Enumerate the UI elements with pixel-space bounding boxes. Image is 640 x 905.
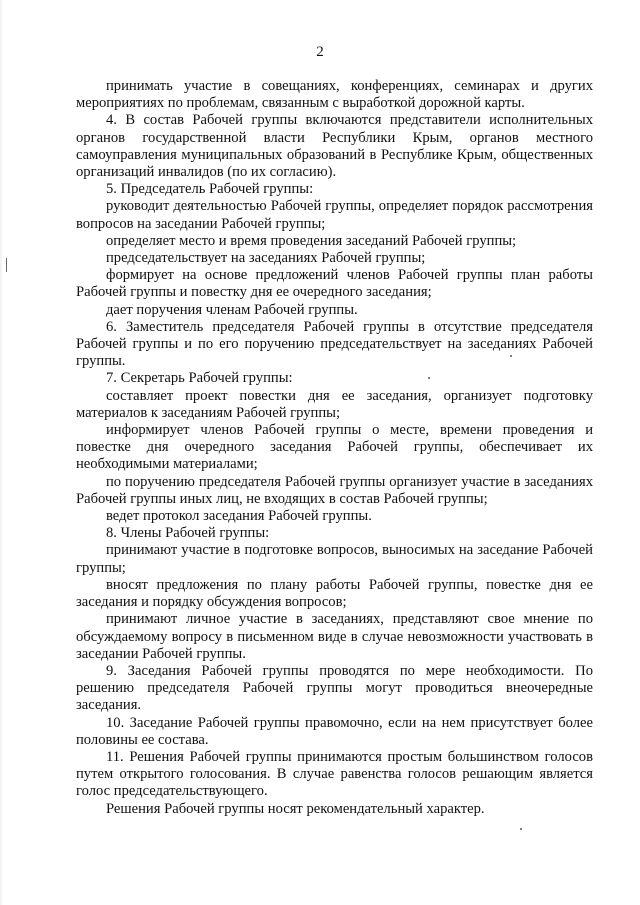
paragraph: определяет место и время проведения заседаний Рабочей группы; [106,232,517,249]
paragraph: дает поручения членам Рабочей группы. [106,301,358,318]
paragraph: формирует на основе предложений членов Рабочей группы план работы Рабочей группы и повестку дня ее очередного заседания; [76,267,593,301]
paragraph: вносят предложения по плану работы Рабочей группы, повестке дня ее заседания и порядку обсуждения вопросов; [76,576,593,611]
document-body [76,78,593,818]
paragraph-item-11: 11. Решения Рабочей группы принимаются простым большинством голосов путем открытого голосования. В случае равенства голосов решающим является голос председательствующего. [76,748,593,800]
paragraph: Решения Рабочей группы носят рекомендательный характер. [106,800,485,817]
paragraph: составляет проект повестки дня ее заседания, организует подготовку материалов к заседаниям Рабочей группы; [76,387,593,421]
paragraph-item-4: 4. В состав Рабочей группы включаются представители исполнительных органов государственной власти Республики Крым, органов местного самоуправления муниципальных образований в Республике Крым, общественных организаций инвалидов (по их согласию). [76,112,593,181]
paragraph-item-9: 9. Заседания Рабочей группы проводятся по мере необходимости. По решению председателя Рабочей группы могут проводиться внеочередные заседания. [76,662,593,714]
scan-edge-shadow [0,0,2,905]
paragraph: руководит деятельностью Рабочей группы, определяет порядок рассмотрения вопросов на заседании Рабочей группы; [76,198,593,232]
paragraph-item-8-heading: 8. Члены Рабочей группы: [106,525,270,542]
paragraph: принимают участие в подготовке вопросов, выносимых на заседание Рабочей группы; [76,542,593,576]
paragraph: по поручению председателя Рабочей группы организует участие в заседаниях Рабочей группы иных лиц, не входящих в состав Рабочей группы; [76,473,593,507]
paragraph-item-10: 10. Заседание Рабочей группы правомочно, если на нем присутствует более половины ее состава. [76,714,593,748]
scan-edge-mark [6,258,7,272]
paragraph-item-6: 6. Заместитель председателя Рабочей группы в отсутствие председателя Рабочей группы и по его поручению председательствует на заседаниях Рабочей группы. [76,318,593,370]
paragraph: принимают личное участие в заседаниях, представляют свое мнение по обсуждаемому вопросу в письменном виде в случае невозможности участвовать в заседании Рабочей группы. [76,611,593,662]
paragraph: председательствует на заседаниях Рабочей группы; [106,250,426,267]
paragraph-item-5-heading: 5. Председатель Рабочей группы: [106,181,314,198]
paragraph: ведет протокол заседания Рабочей группы. [106,508,372,525]
paragraph-item-7-heading: 7. Секретарь Рабочей группы: [106,370,293,387]
scan-speck [520,828,522,830]
page-number: 2 [316,44,324,60]
paragraph: принимать участие в совещаниях, конференциях, семинарах и других мероприятиях по проблемам, связанным с выработкой дорожной карты. [76,78,593,112]
paragraph: информирует членов Рабочей группы о месте, времени проведения и повестке дня очередного заседания Рабочей группы, обеспечивает их необходимыми материалами; [76,422,593,473]
